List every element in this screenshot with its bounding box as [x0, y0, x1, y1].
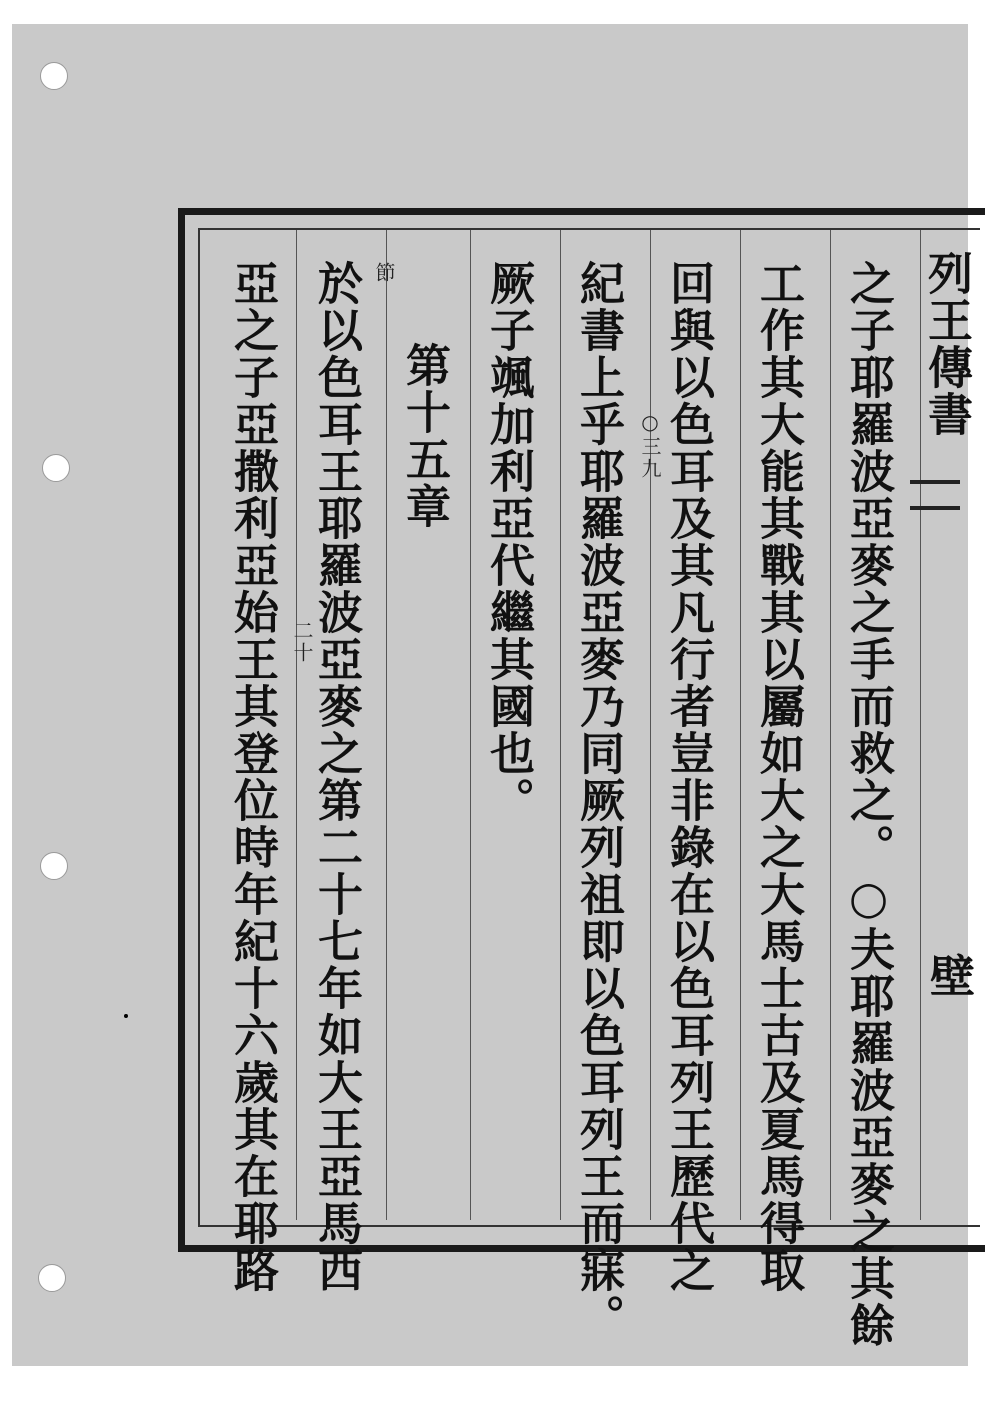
margin-note: 二十 [290, 620, 314, 664]
column-rule [560, 230, 561, 1220]
binder-hole-icon [40, 852, 68, 880]
edge-character: 壁 [930, 950, 976, 1003]
binder-hole-icon [42, 454, 70, 482]
text-column-2: 工作其大能其戰其以屬如大之大馬士古及夏馬得取 [752, 260, 805, 1294]
text-column-3: 回與以色耳及其凡行者豈非錄在以色耳列王歷代之 [662, 260, 715, 1294]
column-rule [296, 230, 297, 1220]
ink-speck [124, 1014, 128, 1018]
text-column-4: 紀書上乎耶羅波亞麥乃同厥列祖即以色耳列王而寐。 [572, 260, 625, 1341]
column-rule [650, 230, 651, 1220]
column-rule [386, 230, 387, 1220]
running-title: 列王傳書 [920, 250, 973, 438]
text-column-7: 於以色耳王耶羅波亞麥之第二十七年如大王亞馬西 [310, 260, 363, 1294]
column-rule [830, 230, 831, 1220]
text-column-8: 亞之子亞撒利亞始王其登位時年紀十六歲其在耶路 [226, 260, 279, 1294]
column-rule [470, 230, 471, 1220]
column-rule [740, 230, 741, 1220]
section-label: 節 [372, 262, 396, 284]
text-column-5: 厥子颯加利亞代繼其國也。 [482, 260, 535, 824]
fold-mark-icon [910, 480, 960, 510]
margin-note: ○三九 [638, 410, 662, 480]
binder-hole-icon [38, 1264, 66, 1292]
chapter-heading: 第十五章 [398, 342, 451, 530]
binder-hole-icon [40, 62, 68, 90]
text-column-1: 之子耶羅波亞麥之手而救之。○夫耶羅波亞麥之其餘 [842, 260, 895, 1349]
